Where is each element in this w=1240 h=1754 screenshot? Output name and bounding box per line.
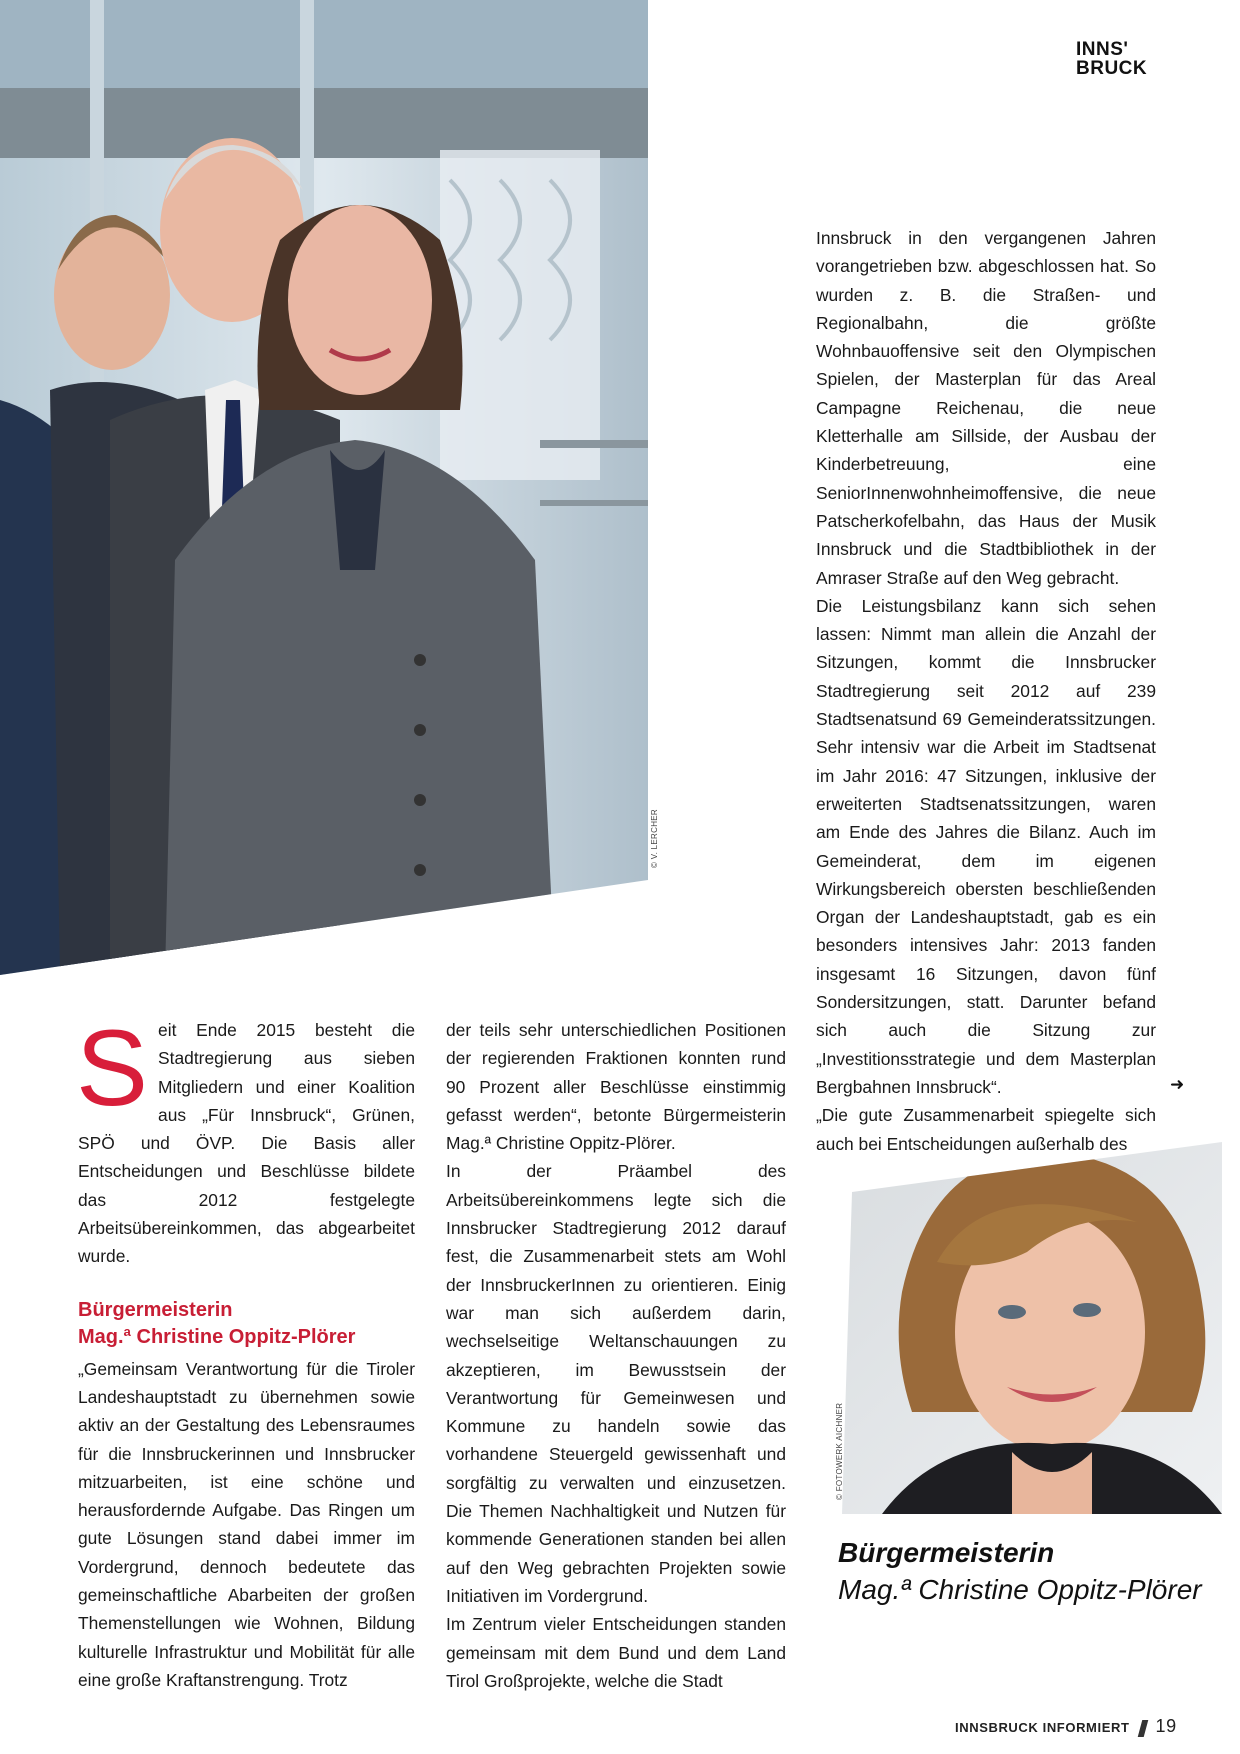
footer-separator: [1137, 1720, 1148, 1737]
page-footer: [955, 1716, 1177, 1737]
portrait-caption: [838, 1534, 1202, 1608]
article-column-left: [76, 1007, 415, 1694]
innsbruck-logo: [1076, 40, 1147, 78]
portrait-credit: © FOTOWERK AICHNER: [835, 1402, 844, 1500]
right-paragraph-3: „Die gute Zusammenarbeit spiegelte sich auch bei Entscheidungen außerhalb des: [816, 1105, 1156, 1154]
page-number: 19: [1155, 1716, 1177, 1736]
caption-line-2: Mag.ª Christine Oppitz-Plörer: [838, 1574, 1202, 1605]
group-photo: [0, 0, 648, 975]
mid-paragraph-1: der teils sehr unterschiedlichen Positionen der regierenden Fraktionen konnten rund 90 Prozent aller Beschlüsse einstimmig gefasst werden“, betonte Bürgermeisterin Mag.ª Christine Oppitz-Plörer.: [446, 1020, 786, 1154]
group-photo-credit: © V. LERCHER: [650, 809, 659, 868]
quote-paragraph: „Gemeinsam Verantwortung für die Tiroler Landeshauptstadt zu übernehmen sowie aktiv an der Gestaltung des Lebensraumes für die Innsbruckerinnen und Innsbrucker mitzuarbeiten, ist eine schöne und herausfordernde Aufgabe. Das Ringen um gute Lösungen stand dabei immer im Vordergrund, dennoch bedeutete das gemeinschaftliche Abarbeiten der großen Themenstellungen wie Wohnen, Bildung kulturelle Infrastruktur und Mobilität für alle eine große Kraftanstrengung. Trotz: [78, 1358, 415, 1690]
article-column-middle: [446, 1016, 786, 1695]
logo-line-2: BRUCK: [1076, 58, 1148, 79]
mayor-portrait-photo: [842, 1142, 1222, 1514]
logo-line-1: INNS': [1076, 39, 1129, 60]
mid-paragraph-3: Im Zentrum vieler Entscheidungen standen gemeinsam mit dem Bund und dem Land Tirol Großprojekte, welche die Stadt: [446, 1614, 786, 1691]
intro-paragraph: [76, 1007, 415, 1271]
drop-cap: S: [76, 1007, 149, 1128]
section-subhead: [78, 1297, 415, 1351]
article-column-right: [816, 224, 1156, 1158]
mid-paragraph-2: In der Präambel des Arbeitsübereinkommens legte sich die Innsbrucker Stadtregierung 2012 darauf fest, die Zusammenarbeit stets am Wohl der InnsbruckerInnen zu orientieren. Einig war man sich außerdem darin, wechselseitige Weltanschauungen zu akzeptieren, im Bewusstsein der Verantwortung für Gemeinwesen und Kommune zu handeln sowie das vorhandene Steuergeld gewissenhaft und sorgfältig zu verwalten und einzusetzen. Die Themen Nachhaltigkeit und Nutzen für kommende Generationen standen bei allen auf den Weg gebrachten Projekten sowie Initiativen im Vordergrund.: [446, 1161, 786, 1606]
subhead-line-2: Mag.ª Christine Oppitz-Plörer: [78, 1325, 356, 1348]
right-paragraph-2: Die Leistungsbilanz kann sich sehen lassen: Nimmt man allein die Anzahl der Sitzungen, kommt die Innsbrucker Stadtregierung seit 2012 auf 239 Stadtsenatsund 69 Gemeinderatssitzungen. Sehr intensiv war die Arbeit im Stadtsenat im Jahr 2016: 47 Sitzungen, inklusive der erweiterten Stadtsenatssitzungen, waren am Ende des Jahres die Bilanz. Auch im Gemeinderat, dem im eigenen Wirkungsbereich obersten beschließenden Organ der Landeshauptstadt, gab es ein besonders intensives Jahr: 2013 fanden insgesamt 16 Sitzungen, davon fünf Sondersitzungen, statt. Darunter befand sich auch die Sitzung zur „Investitionsstrategie und dem Masterplan Bergbahnen Innsbruck“.: [816, 595, 1156, 1097]
caption-line-1: Bürgermeisterin: [838, 1537, 1055, 1568]
publication-name: INNSBRUCK INFORMIERT: [955, 1720, 1130, 1735]
continue-arrow-icon: ➜: [1170, 1075, 1185, 1094]
intro-text: eit Ende 2015 besteht die Stadtregierung aus sieben Mitgliedern und einer Koalition aus „Für Innsbruck“, Grünen, SPÖ und ÖVP. Die Basis aller Entscheidungen und Beschlüsse bildete das 2012 festgelegte Arbeitsübereinkommen, das abgearbeitet wurde.: [78, 1020, 415, 1267]
right-paragraph-1: Innsbruck in den vergangenen Jahren vorangetrieben bzw. abgeschlossen hat. So wurden z. B. die Straßen- und Regionalbahn, die größte Wohnbauoffensive seit den Olympischen Spielen, der Masterplan für das Areal Campagne Reichenau, die neue Kletterhalle am Sillside, der Ausbau der Kinderbetreuung, eine SeniorInnenwohnheimoffensive, die neue Patscherkofelbahn, das Haus der Musik Innsbruck und die Stadtbibliothek in der Amraser Straße auf den Weg gebracht.: [816, 228, 1156, 588]
subhead-line-1: Bürgermeisterin: [78, 1298, 233, 1321]
